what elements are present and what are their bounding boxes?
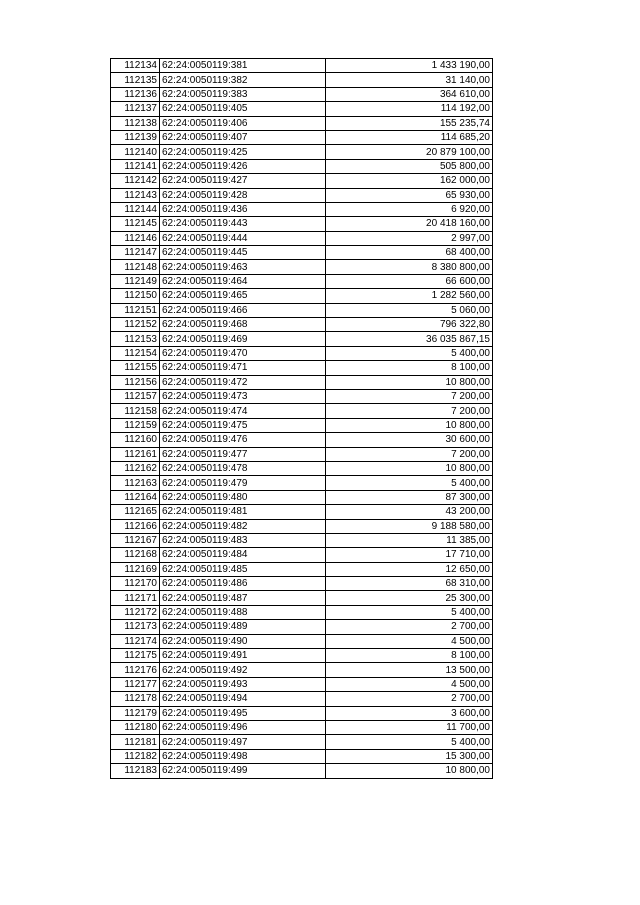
value-cell: 43 200,00 [326,505,493,519]
value-cell: 5 400,00 [326,605,493,619]
value-cell: 20 879 100,00 [326,145,493,159]
table-row [111,332,493,346]
value-cell: 4 500,00 [326,634,493,648]
value-cell: 505 800,00 [326,159,493,173]
row-number-cell: 112169 [111,562,160,576]
table-row [111,202,493,216]
cadastral-number-cell: 62:24:0050119:469 [160,332,326,346]
cadastral-number-cell: 62:24:0050119:383 [160,87,326,101]
row-number-cell: 112158 [111,404,160,418]
value-cell: 10 800,00 [326,764,493,778]
cadastral-number-cell: 62:24:0050119:405 [160,102,326,116]
row-number-cell: 112143 [111,188,160,202]
row-number-cell: 112167 [111,533,160,547]
value-cell: 11 385,00 [326,533,493,547]
value-cell: 6 920,00 [326,202,493,216]
row-number-cell: 112183 [111,764,160,778]
cadastral-number-cell: 62:24:0050119:466 [160,303,326,317]
value-cell: 8 100,00 [326,649,493,663]
row-number-cell: 112137 [111,102,160,116]
cadastral-number-cell: 62:24:0050119:485 [160,562,326,576]
table-row [111,159,493,173]
value-cell: 31 140,00 [326,73,493,87]
table-row [111,490,493,504]
cadastral-number-cell: 62:24:0050119:473 [160,389,326,403]
value-cell: 2 700,00 [326,692,493,706]
value-cell: 17 710,00 [326,548,493,562]
value-cell: 68 400,00 [326,246,493,260]
cadastral-number-cell: 62:24:0050119:483 [160,533,326,547]
value-cell: 114 685,20 [326,130,493,144]
table-row [111,246,493,260]
cadastral-number-cell: 62:24:0050119:464 [160,274,326,288]
value-cell: 10 800,00 [326,418,493,432]
row-number-cell: 112165 [111,505,160,519]
value-cell: 10 800,00 [326,375,493,389]
value-cell: 2 700,00 [326,620,493,634]
value-cell: 162 000,00 [326,174,493,188]
table-row [111,634,493,648]
cadastral-number-cell: 62:24:0050119:474 [160,404,326,418]
row-number-cell: 112176 [111,663,160,677]
cadastral-number-cell: 62:24:0050119:406 [160,116,326,130]
table-row [111,764,493,778]
table-row [111,461,493,475]
cadastral-number-cell: 62:24:0050119:427 [160,174,326,188]
table-row [111,663,493,677]
table-row [111,346,493,360]
row-number-cell: 112152 [111,318,160,332]
value-cell: 3 600,00 [326,706,493,720]
value-cell: 30 600,00 [326,433,493,447]
table-row [111,519,493,533]
cadastral-number-cell: 62:24:0050119:443 [160,217,326,231]
cadastral-number-cell: 62:24:0050119:495 [160,706,326,720]
row-number-cell: 112177 [111,677,160,691]
row-number-cell: 112157 [111,389,160,403]
row-number-cell: 112171 [111,591,160,605]
value-cell: 8 380 800,00 [326,260,493,274]
row-number-cell: 112147 [111,246,160,260]
value-cell: 5 400,00 [326,346,493,360]
row-number-cell: 112182 [111,749,160,763]
row-number-cell: 112162 [111,461,160,475]
table-row [111,620,493,634]
row-number-cell: 112151 [111,303,160,317]
value-cell: 11 700,00 [326,720,493,734]
cadastral-number-cell: 62:24:0050119:444 [160,231,326,245]
cadastral-number-cell: 62:24:0050119:470 [160,346,326,360]
table-row [111,188,493,202]
table-row [111,260,493,274]
value-cell: 65 930,00 [326,188,493,202]
row-number-cell: 112145 [111,217,160,231]
row-number-cell: 112153 [111,332,160,346]
table-row [111,649,493,663]
value-cell: 1 282 560,00 [326,289,493,303]
row-number-cell: 112141 [111,159,160,173]
table-row [111,677,493,691]
value-cell: 12 650,00 [326,562,493,576]
cadastral-number-cell: 62:24:0050119:381 [160,59,326,73]
cadastral-number-cell: 62:24:0050119:478 [160,461,326,475]
table-row [111,130,493,144]
row-number-cell: 112136 [111,87,160,101]
cadastral-number-cell: 62:24:0050119:490 [160,634,326,648]
cadastral-number-cell: 62:24:0050119:479 [160,476,326,490]
row-number-cell: 112154 [111,346,160,360]
table-row [111,289,493,303]
value-cell: 7 200,00 [326,404,493,418]
table-row [111,692,493,706]
value-cell: 15 300,00 [326,749,493,763]
row-number-cell: 112156 [111,375,160,389]
row-number-cell: 112160 [111,433,160,447]
table-row [111,404,493,418]
row-number-cell: 112150 [111,289,160,303]
row-number-cell: 112155 [111,361,160,375]
value-cell: 9 188 580,00 [326,519,493,533]
value-cell: 87 300,00 [326,490,493,504]
row-number-cell: 112140 [111,145,160,159]
row-number-cell: 112168 [111,548,160,562]
value-cell: 68 310,00 [326,577,493,591]
row-number-cell: 112166 [111,519,160,533]
value-cell: 155 235,74 [326,116,493,130]
cadastral-number-cell: 62:24:0050119:492 [160,663,326,677]
row-number-cell: 112161 [111,447,160,461]
row-number-cell: 112138 [111,116,160,130]
cadastral-number-cell: 62:24:0050119:496 [160,720,326,734]
table-row [111,562,493,576]
table-row [111,87,493,101]
table-row [111,318,493,332]
row-number-cell: 112149 [111,274,160,288]
cadastral-number-cell: 62:24:0050119:486 [160,577,326,591]
table-row [111,505,493,519]
cadastral-number-cell: 62:24:0050119:477 [160,447,326,461]
value-cell: 7 200,00 [326,447,493,461]
cadastral-number-cell: 62:24:0050119:428 [160,188,326,202]
cadastral-number-cell: 62:24:0050119:494 [160,692,326,706]
row-number-cell: 112163 [111,476,160,490]
table-row [111,274,493,288]
cadastral-number-cell: 62:24:0050119:480 [160,490,326,504]
cadastral-number-cell: 62:24:0050119:481 [160,505,326,519]
row-number-cell: 112172 [111,605,160,619]
cadastral-number-cell: 62:24:0050119:482 [160,519,326,533]
table-row [111,59,493,73]
value-cell: 7 200,00 [326,389,493,403]
table-row [111,476,493,490]
row-number-cell: 112174 [111,634,160,648]
cadastral-number-cell: 62:24:0050119:487 [160,591,326,605]
row-number-cell: 112159 [111,418,160,432]
value-cell: 8 100,00 [326,361,493,375]
table-row [111,533,493,547]
table-row [111,591,493,605]
cadastral-number-cell: 62:24:0050119:407 [160,130,326,144]
value-cell: 5 060,00 [326,303,493,317]
value-cell: 114 192,00 [326,102,493,116]
value-cell: 1 433 190,00 [326,59,493,73]
row-number-cell: 112173 [111,620,160,634]
row-number-cell: 112164 [111,490,160,504]
row-number-cell: 112142 [111,174,160,188]
cadastral-number-cell: 62:24:0050119:476 [160,433,326,447]
cadastral-number-cell: 62:24:0050119:463 [160,260,326,274]
value-cell: 2 997,00 [326,231,493,245]
value-cell: 364 610,00 [326,87,493,101]
cadastral-number-cell: 62:24:0050119:484 [160,548,326,562]
cadastral-number-cell: 62:24:0050119:491 [160,649,326,663]
table-row [111,735,493,749]
value-cell: 796 322,80 [326,318,493,332]
value-cell: 5 400,00 [326,476,493,490]
table-row [111,102,493,116]
row-number-cell: 112179 [111,706,160,720]
cadastral-number-cell: 62:24:0050119:445 [160,246,326,260]
table-row [111,577,493,591]
row-number-cell: 112181 [111,735,160,749]
cadastral-number-cell: 62:24:0050119:425 [160,145,326,159]
value-cell: 36 035 867,15 [326,332,493,346]
cadastral-number-cell: 62:24:0050119:465 [160,289,326,303]
table-row [111,231,493,245]
cadastral-number-cell: 62:24:0050119:426 [160,159,326,173]
table-row [111,418,493,432]
table-row [111,389,493,403]
table-row [111,303,493,317]
cadastral-number-cell: 62:24:0050119:436 [160,202,326,216]
cadastral-value-table [110,58,493,779]
table-row [111,217,493,231]
row-number-cell: 112180 [111,720,160,734]
value-cell: 13 500,00 [326,663,493,677]
row-number-cell: 112148 [111,260,160,274]
value-cell: 10 800,00 [326,461,493,475]
row-number-cell: 112178 [111,692,160,706]
row-number-cell: 112135 [111,73,160,87]
table-body [111,59,493,779]
table-row [111,706,493,720]
table-row [111,749,493,763]
row-number-cell: 112170 [111,577,160,591]
cadastral-number-cell: 62:24:0050119:499 [160,764,326,778]
value-cell: 25 300,00 [326,591,493,605]
cadastral-number-cell: 62:24:0050119:471 [160,361,326,375]
table-row [111,73,493,87]
table-row [111,145,493,159]
cadastral-number-cell: 62:24:0050119:497 [160,735,326,749]
row-number-cell: 112146 [111,231,160,245]
cadastral-number-cell: 62:24:0050119:468 [160,318,326,332]
row-number-cell: 112144 [111,202,160,216]
table-row [111,433,493,447]
cadastral-number-cell: 62:24:0050119:382 [160,73,326,87]
value-cell: 5 400,00 [326,735,493,749]
cadastral-number-cell: 62:24:0050119:493 [160,677,326,691]
cadastral-number-cell: 62:24:0050119:488 [160,605,326,619]
cadastral-number-cell: 62:24:0050119:472 [160,375,326,389]
cadastral-number-cell: 62:24:0050119:498 [160,749,326,763]
value-cell: 66 600,00 [326,274,493,288]
value-cell: 4 500,00 [326,677,493,691]
table-row [111,361,493,375]
row-number-cell: 112175 [111,649,160,663]
table-row [111,375,493,389]
row-number-cell: 112139 [111,130,160,144]
table-row [111,605,493,619]
value-cell: 20 418 160,00 [326,217,493,231]
table-row [111,548,493,562]
table-row [111,720,493,734]
table-row [111,447,493,461]
cadastral-number-cell: 62:24:0050119:475 [160,418,326,432]
row-number-cell: 112134 [111,59,160,73]
table-row [111,116,493,130]
cadastral-number-cell: 62:24:0050119:489 [160,620,326,634]
table-row [111,174,493,188]
